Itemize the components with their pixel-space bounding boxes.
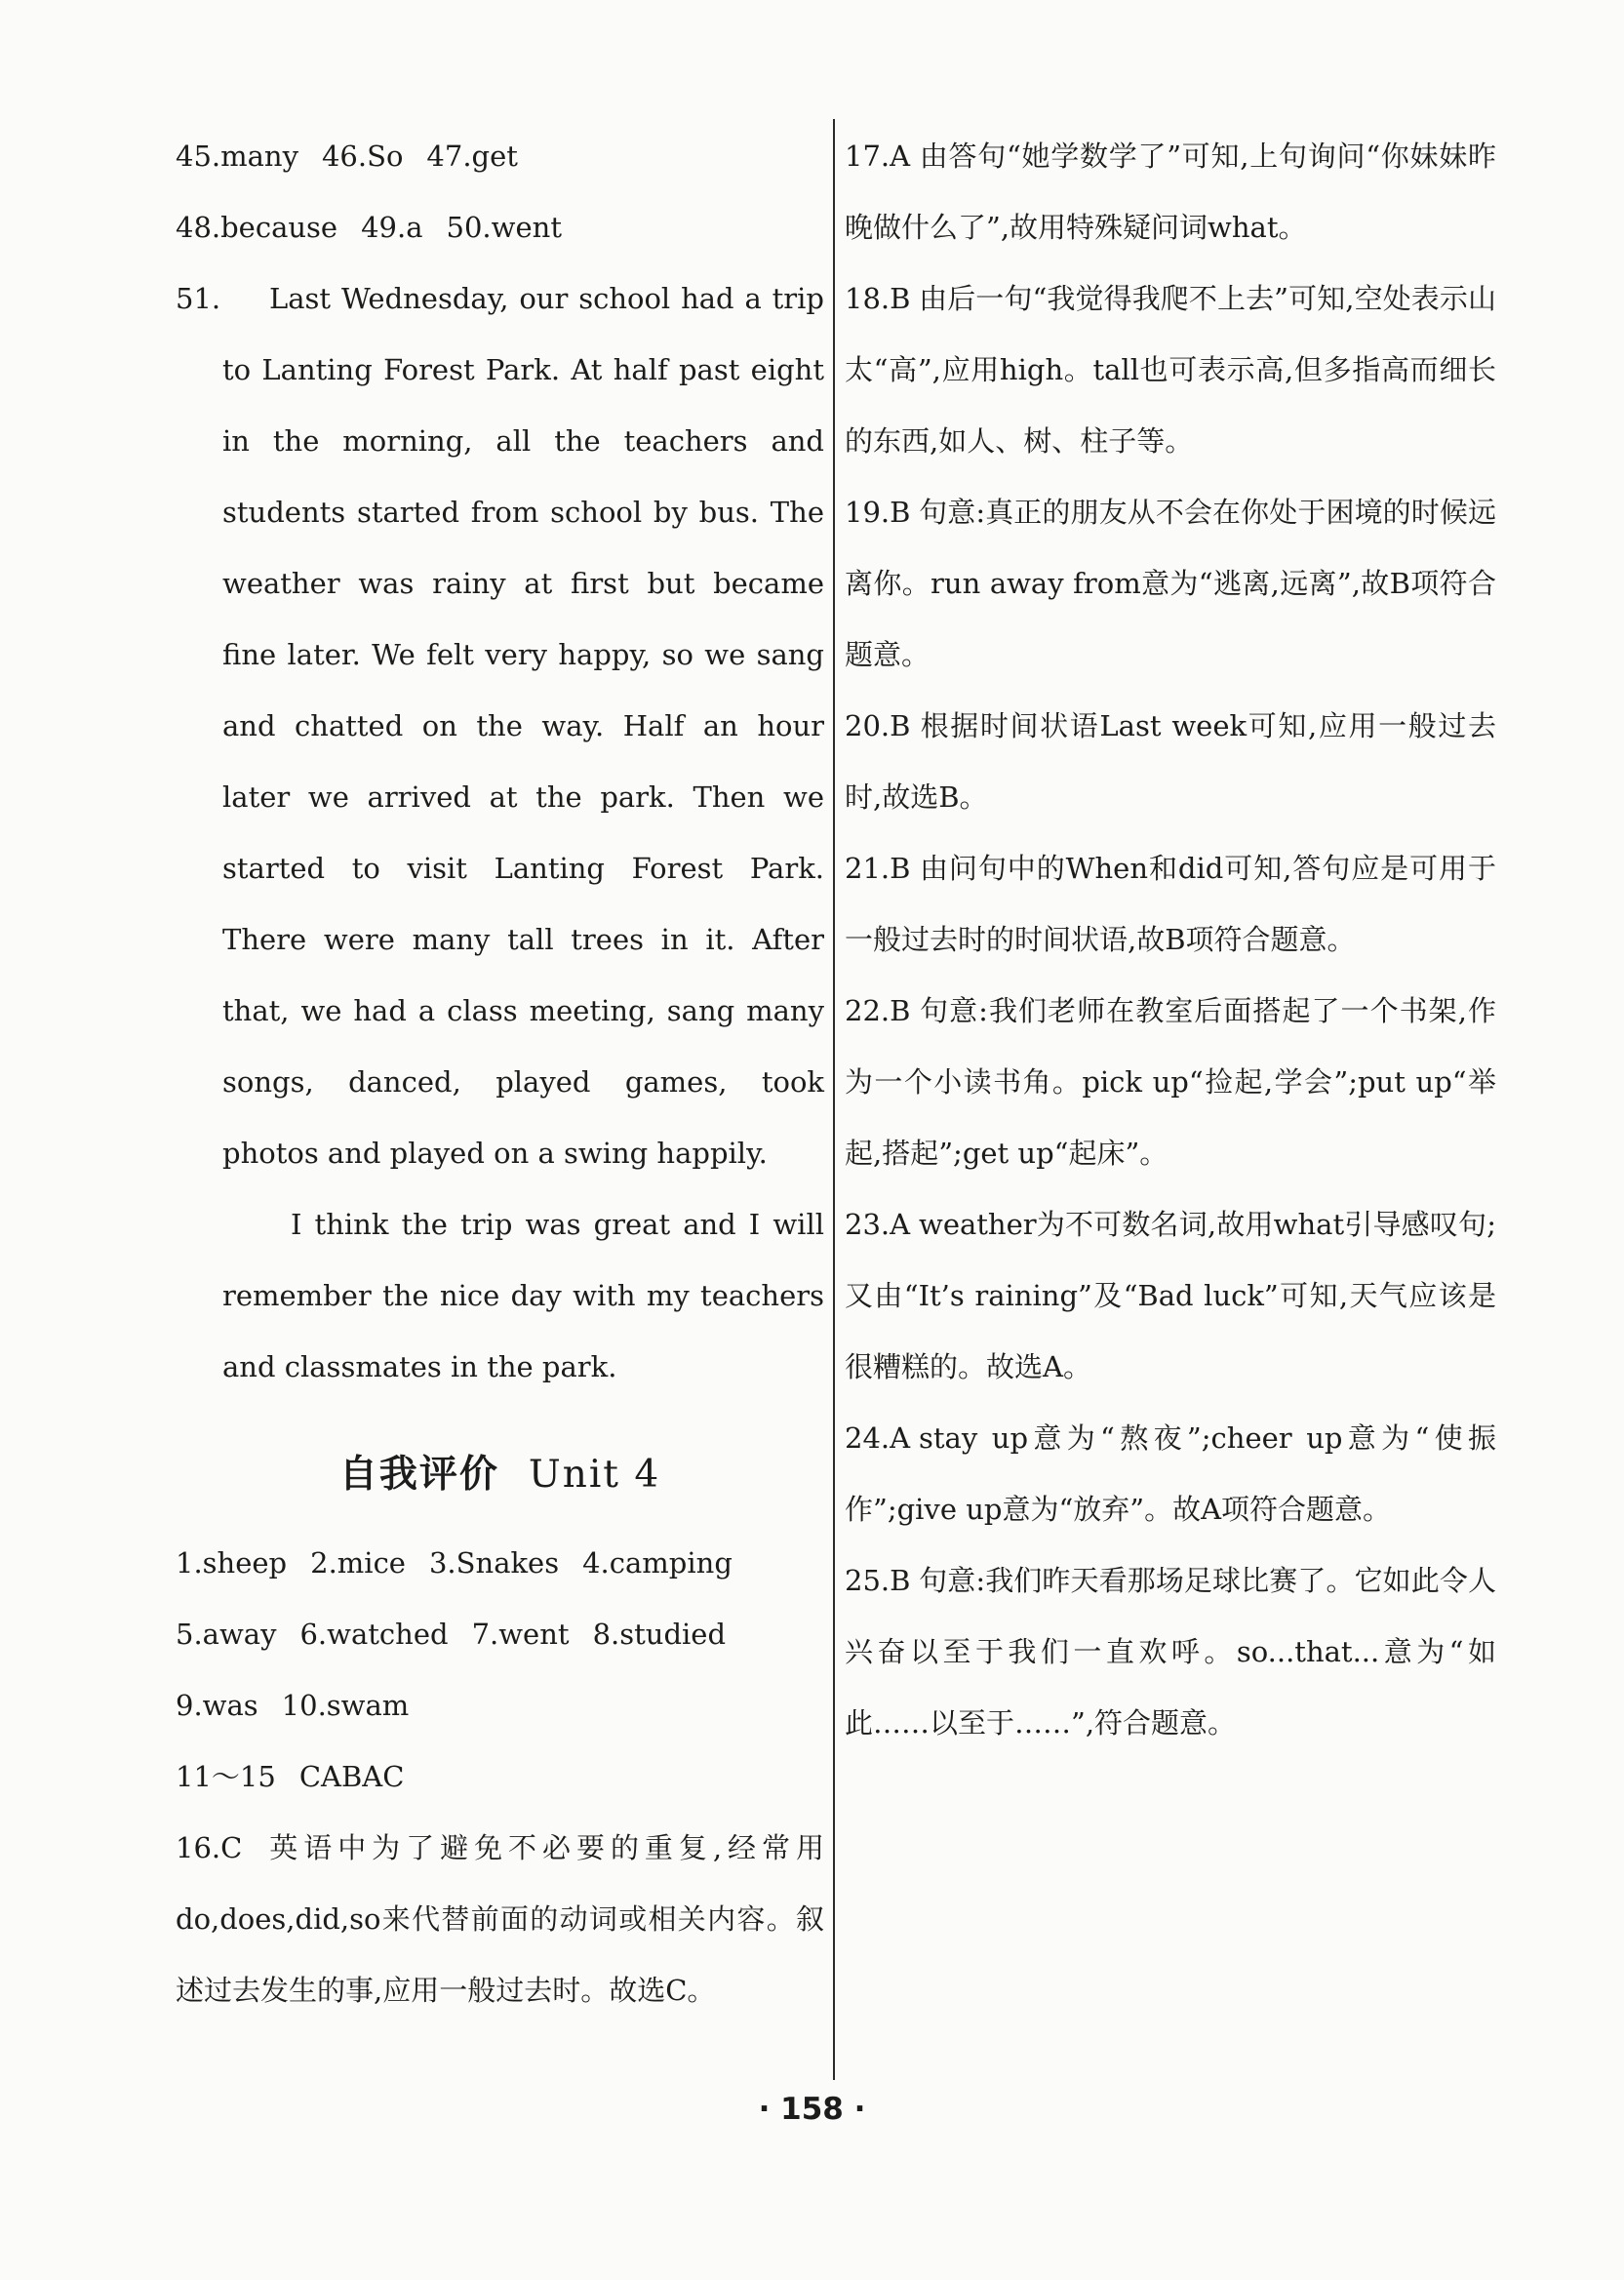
right-column [845, 121, 1496, 1759]
answer-6: 6.watched [299, 1618, 449, 1651]
explanation: 句意:我们老师在教室后面搭起了一个书架,作为一个小读书角。pick up“捡起,学会”;put up“举起,搭起”;get up“起床”。 [845, 994, 1496, 1170]
answer-10: 10.swam [281, 1689, 410, 1722]
section-heading: 自我评价 [338, 1453, 499, 1497]
answer-2: 2.mice [310, 1546, 406, 1580]
question-number: 25.B [845, 1564, 911, 1597]
column-divider [833, 119, 835, 2080]
question-number: 21.B [845, 852, 911, 885]
answer-48: 48.because [176, 211, 338, 244]
page-number: · 158 · [758, 2092, 866, 2127]
answer-16-text [176, 1813, 824, 2026]
answer-row-5-8 [176, 1599, 824, 1670]
explanation: 由问句中的When和did可知,答句应是可用于一般过去时的时间状语,故B项符合题意。 [845, 852, 1496, 956]
answer-51 [176, 263, 824, 1189]
explanation: 由答句“她学数学了”可知,上句询问“你妹妹昨晚做什么了”,故用特殊疑问词what。 [845, 140, 1496, 244]
answer-item [845, 691, 1496, 833]
left-column [176, 121, 824, 2026]
answer-row-1-4 [176, 1528, 824, 1599]
answer-item [845, 121, 1496, 263]
answer-50: 50.went [446, 211, 562, 244]
answer-item [845, 976, 1496, 1189]
section-unit: Unit 4 [528, 1453, 661, 1497]
answer-3: 3.Snakes [428, 1546, 560, 1580]
answer-16 [176, 1813, 824, 2026]
question-number: 16.C [176, 1831, 243, 1864]
question-number: 20.B [845, 709, 911, 742]
explanation: 句意:我们昨天看那场足球比赛了。它如此令人兴奋以至于我们一直欢呼。so...that...意为“如此……以至于……”,符合题意。 [845, 1564, 1496, 1740]
answer-46: 46.So [321, 140, 404, 173]
question-number: 24.A [845, 1421, 911, 1455]
explanation: weather为不可数名词,故用what引导感叹句;又由“It’s raining”及“Bad luck”可知,天气应该是很糟糕的。故选A。 [845, 1208, 1496, 1383]
explanation: 英语中为了避免不必要的重复,经常用do,does,did,so来代替前面的动词或相关内容。叙述过去发生的事,应用一般过去时。故选C。 [176, 1831, 824, 2007]
essay-paragraph-2: I think the trip was great and I will remember the nice day with my teachers and classmates in the park. [222, 1208, 824, 1383]
question-number: 51. [176, 282, 221, 315]
answer-item [845, 1403, 1496, 1545]
answer-item [845, 263, 1496, 477]
answer-item [845, 833, 1496, 976]
answer-row-45-47 [176, 121, 824, 192]
answer-47: 47.get [426, 140, 518, 173]
answer-item [845, 1545, 1496, 1759]
question-number: 18.B [845, 282, 911, 315]
explanation: 句意:真正的朋友从不会在你处于困境的时候远离你。run away from意为“逃离,远离”,故B项符合题意。 [845, 496, 1496, 671]
answer-4: 4.camping [582, 1546, 733, 1580]
question-number: 17.A [845, 140, 911, 173]
explanation: 根据时间状语Last week可知,应用一般过去时,故选B。 [845, 709, 1496, 814]
question-number: 23.A [845, 1208, 911, 1241]
answer-49: 49.a [361, 211, 423, 244]
answer-row-11-15 [176, 1741, 824, 1813]
answer-1: 1.sheep [176, 1546, 288, 1580]
answer-range-11-15: 11～15 [176, 1760, 276, 1793]
answer-8: 8.studied [592, 1618, 727, 1651]
answer-9: 9.was [176, 1689, 258, 1722]
answer-row-9-10 [176, 1670, 824, 1741]
explanation: 由后一句“我觉得我爬不上去”可知,空处表示山太“高”,应用high。tall也可表示高,但多指高而细长的东西,如人、树、柱子等。 [845, 282, 1496, 458]
answer-5: 5.away [176, 1618, 277, 1651]
essay-paragraph-1: Last Wednesday, our school had a trip to Lanting Forest Park. At half past eight in the morning, all the teachers and students started from school by bus. The weather was rainy at first but became fine later. We felt very happy, so we sang and chatted on the way. Half an hour later we arrived at the park. Then we started to visit Lanting Forest Park. There were many tall trees in it. After that, we had a class meeting, sang many songs, danced, played games, took photos and played on a swing happily. [222, 282, 824, 1170]
answer-row-48-50 [176, 192, 824, 263]
answers-11-15: CABAC [298, 1760, 405, 1793]
explanation: stay up意为“熬夜”;cheer up意为“使振作”;give up意为“放弃”。故A项符合题意。 [845, 1421, 1496, 1526]
answer-item [845, 1189, 1496, 1403]
answer-45: 45.many [176, 140, 298, 173]
question-number: 22.B [845, 994, 911, 1027]
section-title [176, 1446, 824, 1504]
answer-7: 7.went [471, 1618, 570, 1651]
answer-item [845, 477, 1496, 691]
question-number: 19.B [845, 496, 911, 529]
